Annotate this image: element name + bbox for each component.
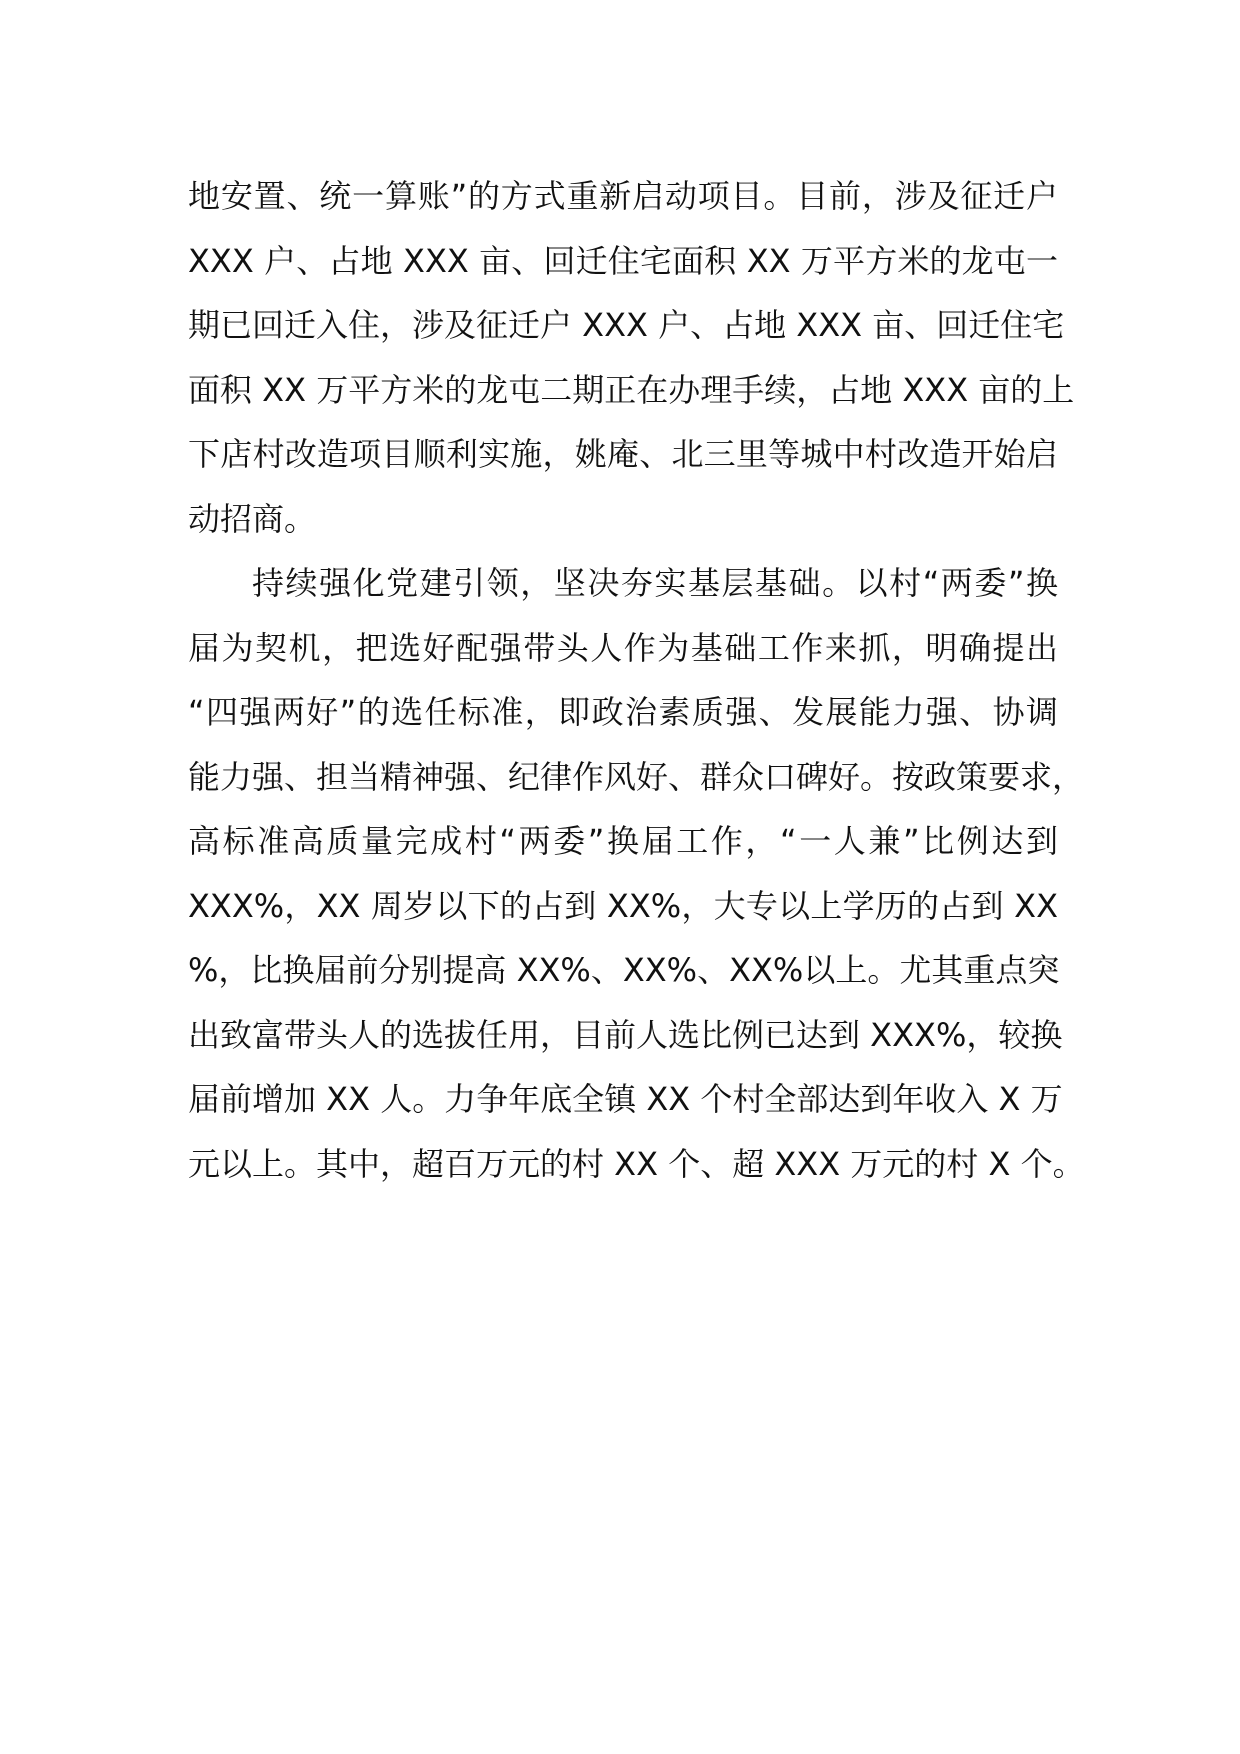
- text-line: 面积 XX 万平方米的龙屯二期正在办理手续，占地 XXX 亩的上: [188, 370, 1075, 409]
- text-line: 届前增加 XX 人。力争年底全镇 XX 个村全部达到年收入 X 万: [188, 1080, 1063, 1118]
- text-line: 持续强化党建引领，坚决夯实基层基础。以村“两委”换: [252, 564, 1058, 602]
- text-line: 能力强、担当精神强、纪律作风好、群众口碑好。按政策要求，: [188, 757, 1085, 796]
- text-line: 届为契机，把选好配强带头人作为基础工作来抓，明确提出: [188, 628, 1058, 667]
- text-line: 出致富带头人的选拔任用，目前人选比例已达到 XXX%，较换: [188, 1015, 1063, 1054]
- text-line: 期已回迁入住，涉及征迁户 XXX 户、占地 XXX 亩、回迁住宅: [188, 306, 1065, 344]
- paragraph-1: [188, 164, 1075, 551]
- text-line: 动招商。: [188, 499, 317, 538]
- text-line: 元以上。其中，超百万元的村 XX 个、超 XXX 万元的村 X 个。: [188, 1144, 1085, 1183]
- text-line: 地安置、统一算账”的方式重新启动项目。目前，涉及征迁户: [188, 177, 1058, 215]
- text-line: XXX 户、占地 XXX 亩、回迁住宅面积 XX 万平方米的龙屯一: [188, 241, 1058, 280]
- text-line: 高标准高质量完成村“两委”换届工作，“一人兼”比例达到: [188, 822, 1058, 860]
- text-line: XXX%，XX 周岁以下的占到 XX%，大专以上学历的占到 XX: [188, 886, 1058, 925]
- text-line: 下店村改造项目顺利实施，姚庵、北三里等城中村改造开始启: [188, 435, 1058, 473]
- paragraph-2: [188, 551, 1085, 1196]
- document-body: [188, 164, 1085, 1196]
- text-line: “四强两好”的选任标准，即政治素质强、发展能力强、协调: [188, 693, 1058, 731]
- text-line: %，比换届前分别提高 XX%、XX%、XX%以上。尤其重点突: [188, 951, 1060, 989]
